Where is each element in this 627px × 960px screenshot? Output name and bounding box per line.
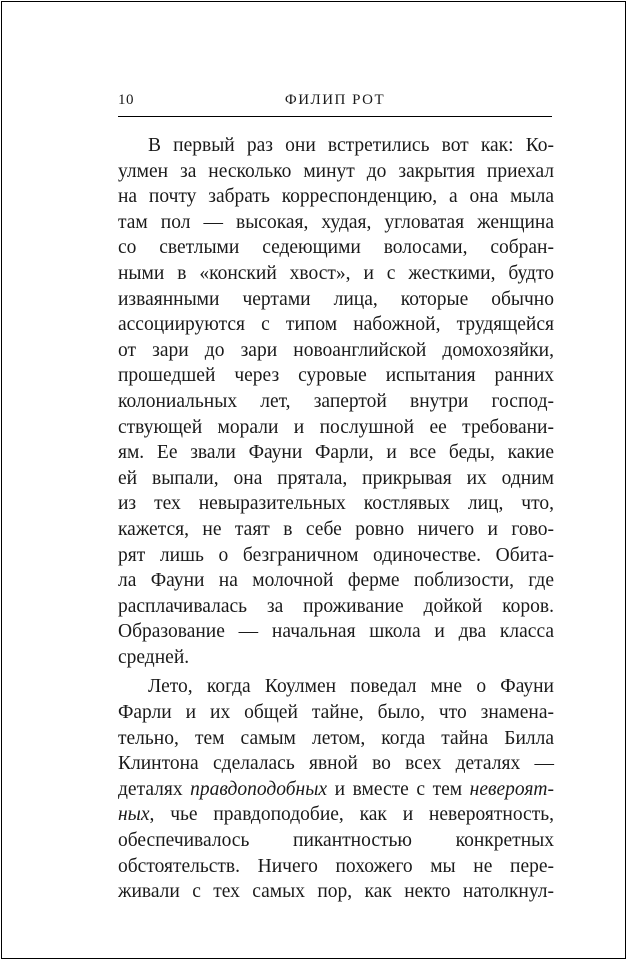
text-line: тельно, тем самым летом, когда тайна Билла xyxy=(118,727,554,749)
italic-word: правдоподобных xyxy=(190,778,328,800)
text-line: ассоциируются с типом набожной, трудящейся xyxy=(118,314,554,336)
text-line: кажется, не таят в себе ровно ничего и гово- xyxy=(118,518,554,540)
page-number: 10 xyxy=(118,92,134,108)
paragraph-2 xyxy=(118,674,554,904)
text-line: ными в «конский хвост», и с жесткими, будто xyxy=(118,262,554,284)
body-text xyxy=(118,133,554,905)
text-run: деталях xyxy=(118,778,191,800)
text-line: изваянными чертами лица, которые обычно xyxy=(118,288,554,310)
text-line: ям. Ее звали Фауни Фарли, и все беды, какие xyxy=(118,442,554,464)
text-line: ствующей морали и послушной ее требовани- xyxy=(118,416,554,438)
italic-word: ных xyxy=(118,804,150,826)
text-line: колониальных лет, запертой внутри господ- xyxy=(118,390,554,412)
italic-word: невероят- xyxy=(469,778,554,800)
header-rule xyxy=(118,116,552,117)
text-line xyxy=(118,777,554,803)
text-run: , чье правдоподобие, как и невероятность, xyxy=(149,804,554,826)
running-head xyxy=(118,92,552,116)
text-line: обстоятельств. Ничего похожего мы не пере- xyxy=(118,855,554,877)
text-line: средней. xyxy=(118,646,190,668)
text-line: живали с тех самых пор, как некто натолкнул- xyxy=(118,881,554,903)
text-line: рят лишь о безграничном одиночестве. Обита- xyxy=(118,544,554,566)
text-line: на почту забрать корреспонденцию, а она мыла xyxy=(118,186,554,208)
text-line: ла Фауни на молочной ферме поблизости, где xyxy=(118,570,554,592)
text-line: Лето, когда Коулмен поведал мне о Фауни xyxy=(148,676,554,698)
text-run: и вместе с тем xyxy=(327,778,470,800)
text-line: со светлыми седеющими волосами, собран- xyxy=(118,237,554,259)
text-line: улмен за несколько минут до закрытия приехал xyxy=(118,160,554,182)
text-line: прошедшей через суровые испытания ранних xyxy=(118,365,554,387)
text-line: там пол — высокая, худая, угловатая женщина xyxy=(118,211,554,233)
text-line: от зари до зари новоанглийской домохозяйки, xyxy=(118,339,554,361)
text-line: обеспечивалось пикантностью конкретных xyxy=(118,830,554,852)
text-line: Образование — начальная школа и два класса xyxy=(118,621,554,643)
paragraph-1 xyxy=(118,133,554,670)
running-title: ФИЛИП РОТ xyxy=(284,92,386,108)
text-line: из тех невыразительных костлявых лиц, что, xyxy=(118,493,554,515)
text-line: ей выпали, она прятала, прикрывая их одним xyxy=(118,467,554,489)
text-line: расплачивалась за проживание дойкой коров. xyxy=(118,595,554,617)
text-line: Клинтона сделалась явной во всех деталях — xyxy=(118,753,554,775)
text-line xyxy=(118,802,554,828)
text-line: В первый раз они встретились вот как: Ко- xyxy=(148,135,554,156)
text-line: Фарли и их общей тайне, было, что знамена- xyxy=(118,702,554,724)
